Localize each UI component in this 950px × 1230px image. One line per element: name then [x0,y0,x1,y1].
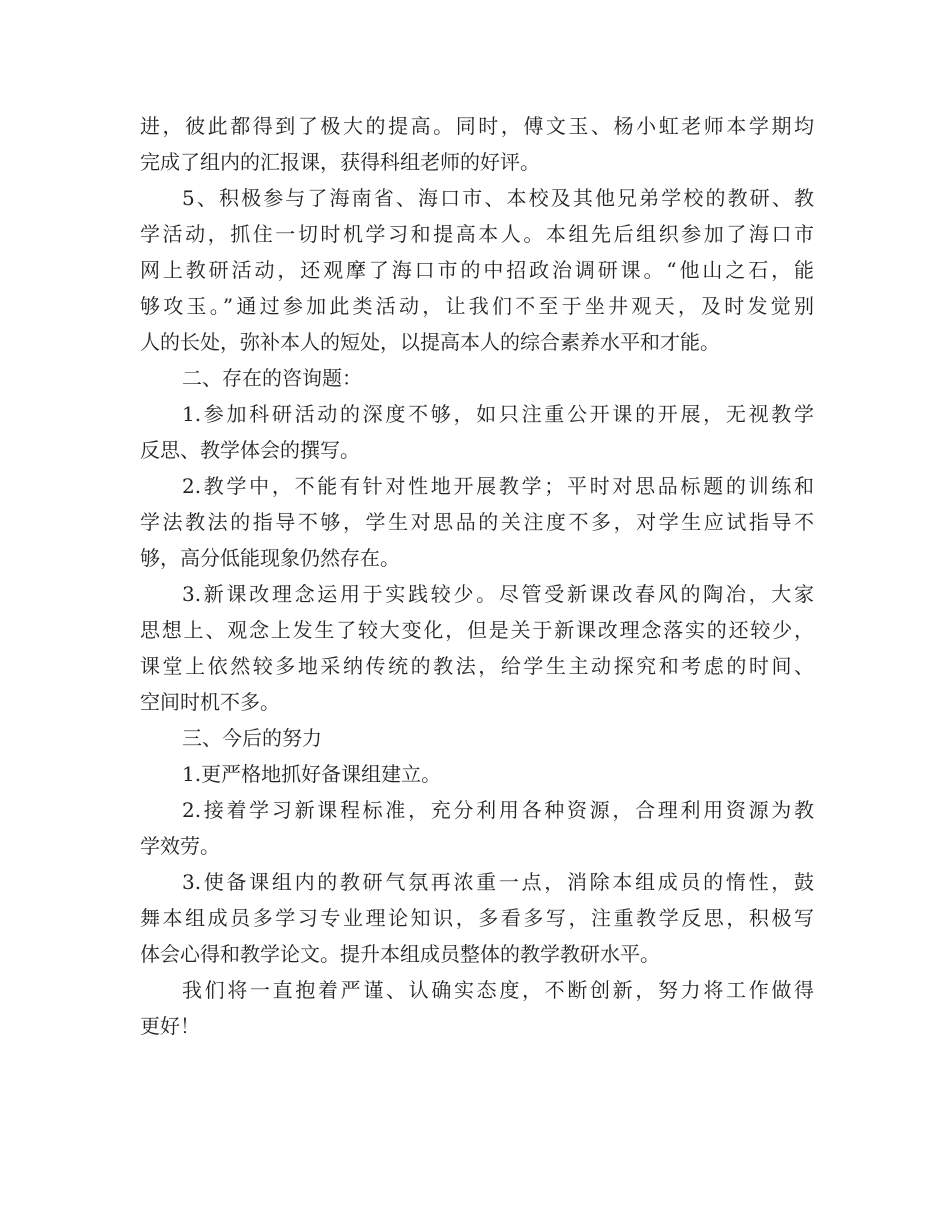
text-line: 5、积极参与了海南省、海口市、本校及其他兄弟学校的教研、教 [182,186,814,210]
text-line: 3.使备课组内的教研气氛再浓重一点，消除本组成员的惰性，鼓 [182,870,814,894]
text-line: 体会心得和教学论文。提升本组成员整体的教学教研水平。 [140,942,660,966]
text-line: 更好！ [140,1014,200,1038]
text-line: 反思、教学体会的撰写。 [140,438,360,462]
text-line: 学活动，抓住一切时机学习和提高本人。本组先后组织参加了海口市 [140,222,814,246]
text-line: 1.参加科研活动的深度不够，如只注重公开课的开展，无视教学 [182,402,814,426]
text-line: 够攻玉。”通过参加此类活动，让我们不至于坐井观天，及时发觉别 [140,294,814,318]
text-line: 够，高分低能现象仍然存在。 [140,546,400,570]
text-line: 舞本组成员多学习专业理论知识，多看多写，注重教学反思，积极写 [140,906,814,930]
text-line: 我们将一直抱着严谨、认确实态度，不断创新，努力将工作做得 [182,978,814,1002]
section-heading: 二、存在的咨询题： [182,366,362,390]
text-line: 1.更严格地抓好备课组建立。 [182,762,442,786]
text-line: 2.教学中，不能有针对性地开展教学；平时对思品标题的训练和 [182,474,814,498]
text-line: 进，彼此都得到了极大的提高。同时，傅文玉、杨小虹老师本学期均 [140,114,814,138]
text-line: 空间时机不多。 [140,690,280,714]
text-line: 课堂上依然较多地采纳传统的教法，给学生主动探究和考虑的时间、 [140,654,814,678]
section-heading: 三、今后的努力 [182,726,322,750]
text-line: 思想上、观念上发生了较大变化，但是关于新课改理念落实的还较少， [140,618,814,642]
text-line: 3.新课改理念运用于实践较少。尽管受新课改春风的陶冶，大家 [182,582,814,606]
text-line: 网上教研活动，还观摩了海口市的中招政治调研课。“他山之石，能 [140,258,814,282]
text-line: 学法教法的指导不够，学生对思品的关注度不多，对学生应试指导不 [140,510,814,534]
text-line: 2.接着学习新课程标准，充分利用各种资源，合理利用资源为教 [182,798,814,822]
text-line: 学效劳。 [140,834,220,858]
document-body [140,108,814,1044]
text-line: 人的长处，弥补本人的短处，以提高本人的综合素养水平和才能。 [140,330,720,354]
text-line: 完成了组内的汇报课，获得科组老师的好评。 [140,150,540,174]
